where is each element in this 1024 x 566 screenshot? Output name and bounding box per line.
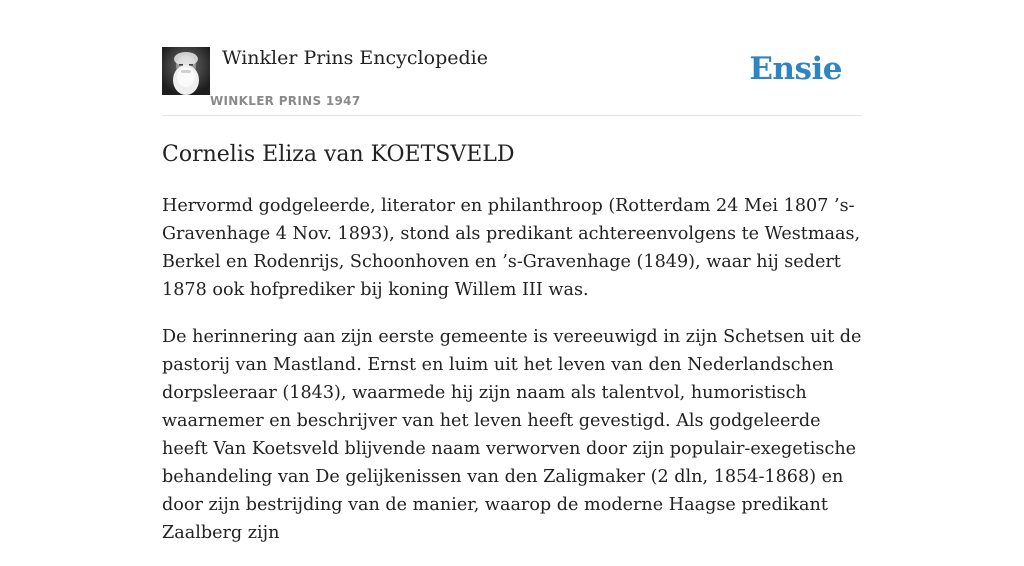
article-body <box>162 192 864 566</box>
article-paragraph: Hervormd godgeleerde, literator en philanthroop (Rotterdam 24 Mei 1807 ’s-Gravenhage 4 Nov. 1893), stond als predikant achtereenvolgens te Westmaas, Berkel en Rodenrijs, Schoonhoven en ’s-Gravenhage (1849), waar hij sedert 1878 ook hofprediker bij koning Willem III was. <box>162 196 861 300</box>
article-paragraph: De herinnering aan zijn eerste gemeente is vereeuwigd in zijn Schetsen uit de pastorij van Mastland. Ernst en luim uit het leven van den Nederlandschen dorpsleeraar (1843), waarmede hij zijn naam als talentvol, humoristisch waarnemer en beschrijver van het leven heeft gevestigd. Als godgeleerde heeft Van Koetsveld blijvende naam verworven door zijn populair-exegetische behandeling van De gelijkenissen van den Zaligmaker (2 dln, 1854-1868) en door zijn bestrijding van de manier, waarop de moderne Haagse predikant Zaalberg zijn <box>162 327 862 543</box>
edition-label[interactable]: WINKLER PRINS 1947 <box>210 94 361 108</box>
site-name[interactable]: Winkler Prins Encyclopedie <box>222 47 488 69</box>
site-header <box>162 0 862 116</box>
brand-logo[interactable]: Ensie <box>749 51 842 87</box>
portrait-avatar-icon[interactable] <box>162 47 210 95</box>
article-title: Cornelis Eliza van KOETSVELD <box>162 142 515 167</box>
